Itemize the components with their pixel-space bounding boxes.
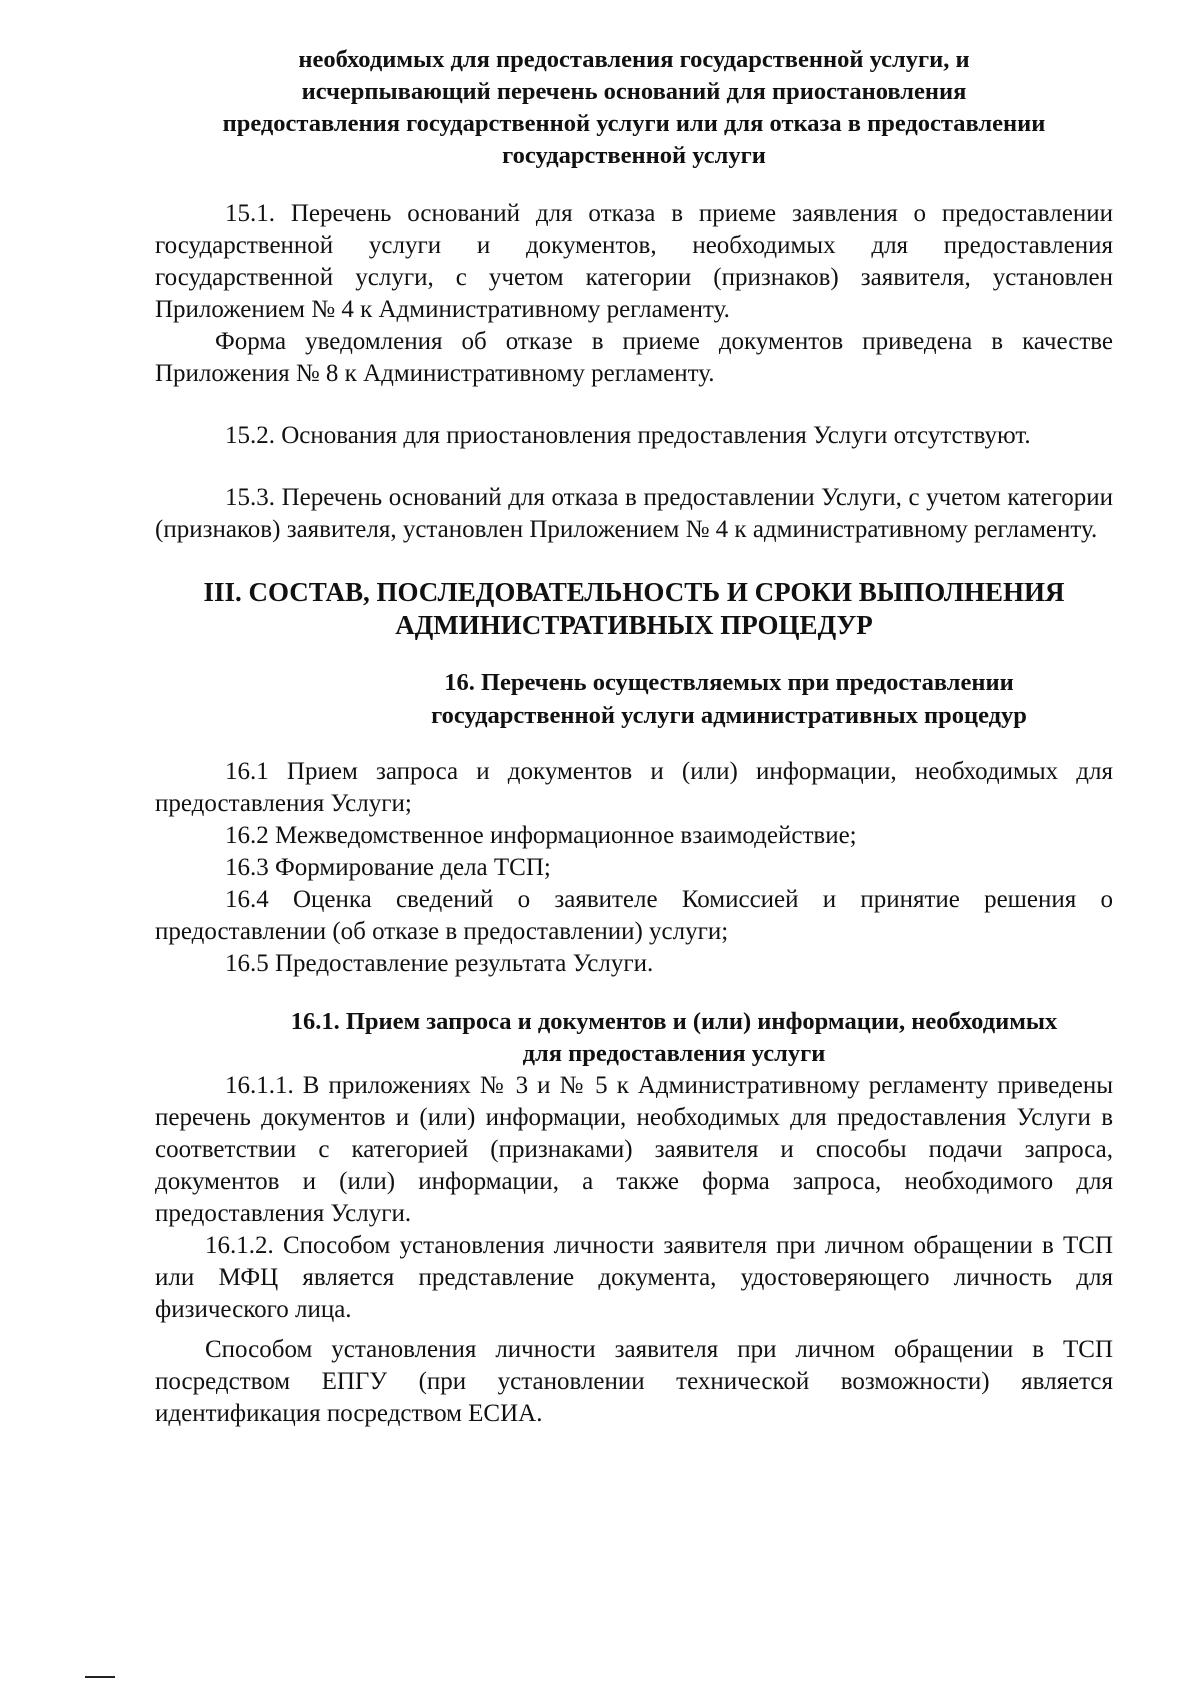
list-item: 16.2 Межведомственное информационное взаимодействие;	[225, 822, 857, 849]
section-16-1-title-line: 16.1. Прием запроса и документов и (или) информации, необходимых	[290, 1008, 1058, 1035]
section-16-title-line: государственной услуги административных процедур	[431, 702, 1027, 729]
section-16-1-title	[155, 1006, 1113, 1070]
paragraph-16-1-2: 16.1.2. Способом установления личности заявителя при личном обращении в ТСП или МФЦ является представление документа, удостоверяющего личность для физического лица.	[155, 1232, 1113, 1323]
document-page	[155, 44, 1113, 1430]
paragraph-16-1-1: 16.1.1. В приложениях № 3 и № 5 к Административному регламенту приведены перечень документов и (или) информации, необходимых для предоставления Услуги в соответствии с категорией (признаками) заявителя и способы подачи запроса, документов и (или) информации, а также форма запроса, необходимого для предоставления Услуги.	[155, 1072, 1113, 1227]
paragraph-15-3: 15.3. Перечень оснований для отказа в предоставлении Услуги, с учетом категории (признаков) заявителя, установлен Приложением № 4 к административному регламенту.	[155, 484, 1113, 543]
list-item: 16.3 Формирование дела ТСП;	[225, 854, 551, 881]
paragraph-15-2: 15.2. Основания для приостановления предоставления Услуги отсутствуют.	[225, 422, 1031, 449]
header-title-line: необходимых для предоставления государственной услуги, и	[298, 46, 970, 73]
section-3-title-line: АДМИНИСТРАТИВНЫХ ПРОЦЕДУР	[395, 610, 873, 640]
section-3-title	[155, 576, 1113, 642]
paragraph-15-1-form: Форма уведомления об отказе в приеме документов приведена в качестве Приложения № 8 к Административному регламенту.	[155, 328, 1113, 387]
paragraph-16-1-2-epgu: Способом установления личности заявителя при личном обращении в ТСП посредством ЕПГУ (при установлении технической возможности) является идентификация посредством ЕСИА.	[155, 1336, 1113, 1427]
section-3-title-line: III. СОСТАВ, ПОСЛЕДОВАТЕЛЬНОСТЬ И СРОКИ ВЫПОЛНЕНИЯ	[203, 577, 1065, 607]
list-item: 16.1 Прием запроса и документов и (или) информации, необходимых для предоставления Услуги;	[155, 758, 1113, 817]
header-title-line: предоставления государственной услуги или для отказа в предоставлении	[222, 110, 1046, 137]
section-16-1-title-line: для предоставления услуги	[522, 1040, 826, 1067]
header-title-line: государственной услуги	[502, 142, 766, 169]
header-title	[155, 44, 1113, 172]
section-16-title	[155, 666, 1113, 732]
section-16-title-line: 16. Перечень осуществляемых при предоставлении	[444, 669, 1014, 696]
list-item: 16.4 Оценка сведений о заявителе Комиссией и принятие решения о предоставлении (об отказе в предоставлении) услуги;	[155, 886, 1113, 945]
header-title-line: исчерпывающий перечень оснований для приостановления	[301, 78, 967, 105]
paragraph-15-1: 15.1. Перечень оснований для отказа в приеме заявления о предоставлении государственной услуги и документов, необходимых для предоставления государственной услуги, с учетом категории (признаков) заявителя, установлен Приложением № 4 к Административному регламенту.	[155, 200, 1113, 323]
procedures-list	[155, 756, 1113, 980]
list-item: 16.5 Предоставление результата Услуги.	[225, 950, 654, 977]
footer-divider	[85, 1676, 115, 1678]
